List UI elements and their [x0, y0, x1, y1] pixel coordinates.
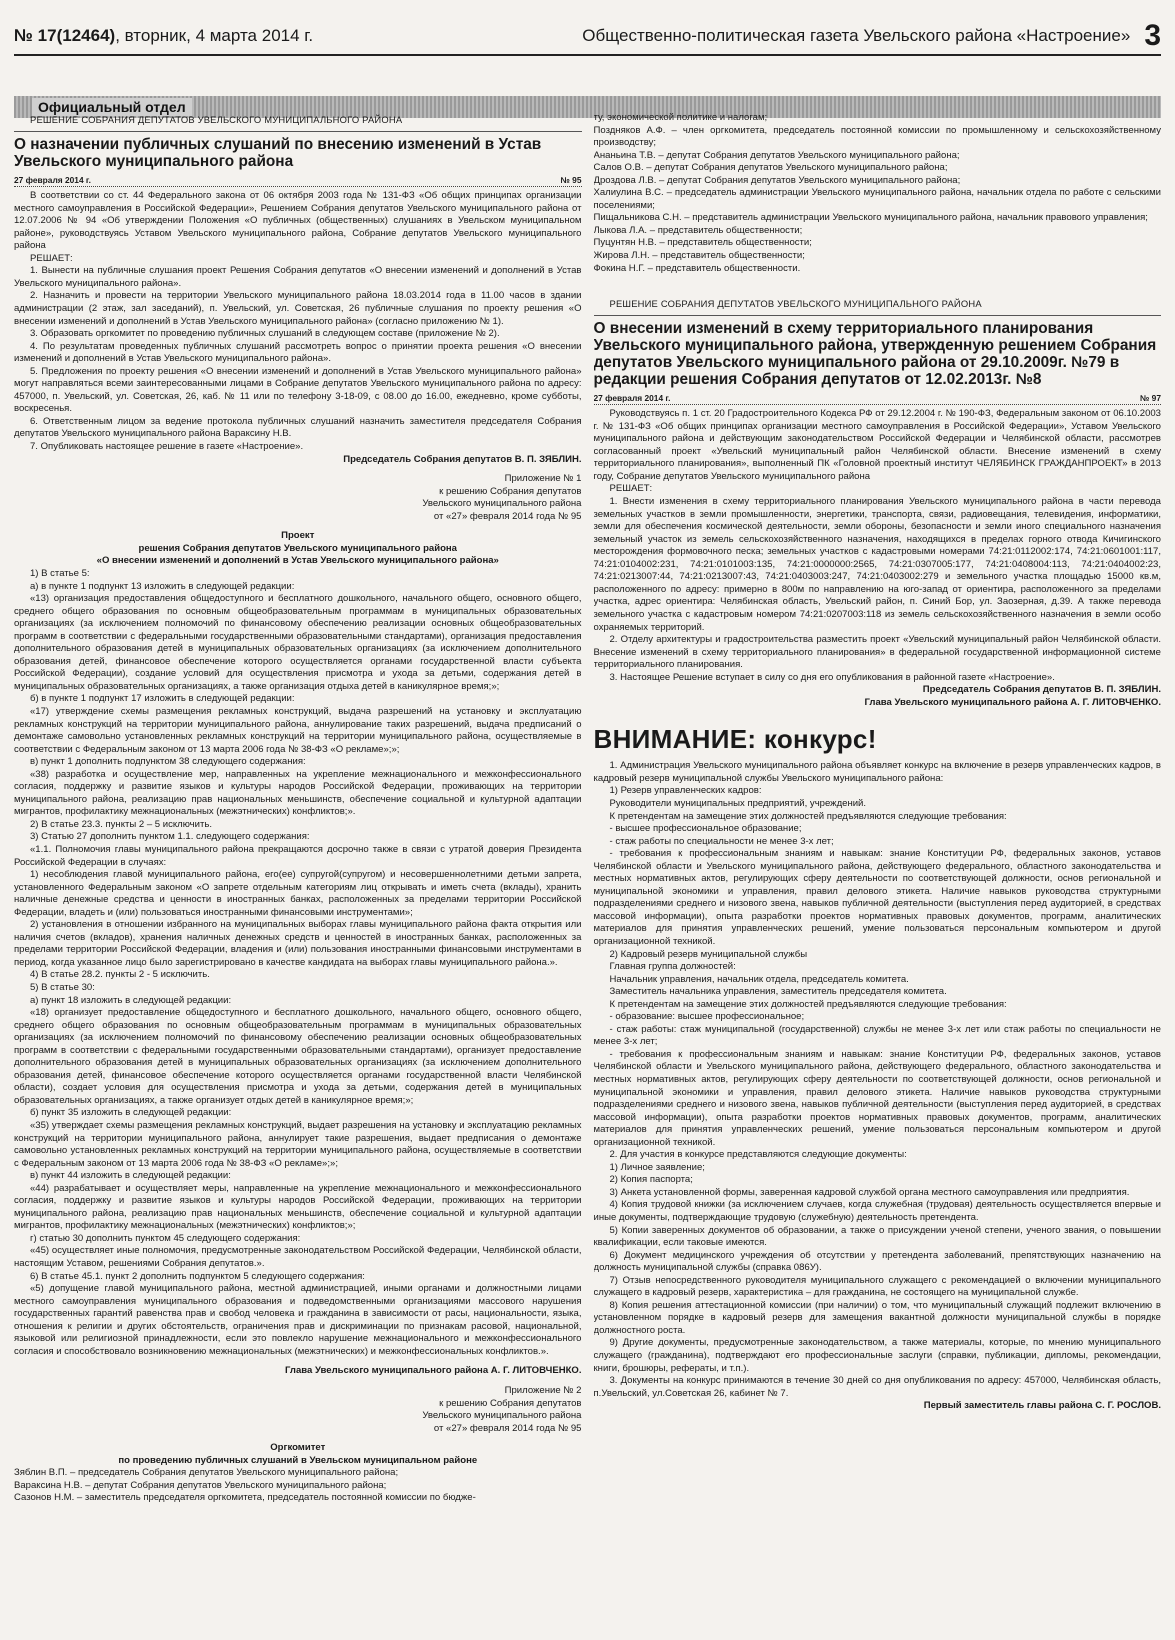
orgcommittee-list-continued — [594, 112, 1162, 275]
paragraph: «17) утверждение схемы размещения рекламных конструкций, выдача разрешений на установку и эксплуатацию рекламных конструкций на территории муниципального района, аннулирование таких разрешений, выдача предписаний о демонтаже самовольно установленных рекламных конструкций на территории муниципального района, осуществляемые в соответствии с Федеральным законом от 13 марта 2006 года № 38-ФЗ «О рекламе»;»; — [14, 705, 582, 755]
paragraph: 2. Назначить и провести на территории Увельского муниципального района 18.03.2014 года в 11.00 часов в здании администрации (2 этаж, зал заседаний), п. Увельский, ул. Советская, 26 публичные слушания по проекту решения «О внесении изменений и дополнений в Устав Увельского муниципального района» (согласно приложению № 1). — [14, 290, 582, 327]
paragraph: «44) разрабатывает и осуществляет меры, направленные на укрепление межнационального и межконфессионального согласия, поддержку и развитие языков и культуры народов Российской Федерации, проживающих на территории муниципального района, реализацию прав национальных меньшинств, обеспечение социальной и культурной адаптации мигрантов, профилактику межнациональных (межэтнических) конфликтов;»; — [14, 1182, 582, 1232]
appendix-1-header — [14, 473, 582, 523]
decision-date-2: 27 февраля 2014 г. — [593, 392, 671, 403]
paragraph: 3) Статью 27 дополнить пунктом 1.1. следующего содержания: — [30, 831, 310, 843]
signature-1: Председатель Собрания депутатов В. П. ЗЯБЛИН. — [343, 453, 582, 465]
paragraph: 1. Внести изменения в схему территориального планирования Увельского муниципального района в части перевода земельных участков в земли промышленности, энергетики, транспорта, связи, радиовещания, телевидения, информатики, земли для обеспечения космической деятельности, земли обороны, безопасности и земли иного специального назначения земельный участок из земель сельскохозяйственного назначения, находящихся в пределах горного отвода Кичигинского месторождения формовочного песка; земельных участков с кадастровыми номерами 74:21:0112002:174, 74:21:0601001:117, 74:21:0104002:231, 74:21:0101003:135, 74:21:0000000:2565, 74:21:0307005:177, 74:21:0408004:113, 74:21:0404002:23, 74:21:0213007:44, 74:21:0213007:43, 74:21:0403003:247, 74:21:0403002:279 и земельного участка площадью 15000 кв.м, расположенного по адресу: примерно в 800м по направлению на юго-запад от ориентира, расположенного за пределами участка, адрес ориентира: Челябинская область, Увельский район, п. Синий Бор, ул. Заозерная, д.39. А также перевода земельного участка с кадастровым номером 74:21:0207003:118 из земель сельскохозяйственного назначения в земли особо охраняемых территорий. — [593, 496, 1161, 633]
paragraph: «1.1. Полномочия главы муниципального района прекращаются досрочно также в связи с утратой доверия Президента Российской Федерации в случаях: — [14, 843, 582, 868]
appendix-line: к решению Собрания депутатов — [439, 1397, 582, 1409]
issue-number: № 17(12464) — [14, 26, 116, 45]
signature-4: Первый заместитель главы района С. Г. РОСЛОВ. — [923, 1400, 1161, 1412]
paragraph: - требования к профессиональным знаниям и навыкам: знание Конституции РФ, федеральных законов, уставов Челябинской области и Увельского муниципального района, действующего федерального, областного законодательства и местных нормативных актов, регулирующих сферу деятельности по соответствующей должности, основ региональной и муниципальной экономики и управления, правил делового этикета. Наличие навыков руководства структурными подразделениями среднего и низового звена, навыков публичной деятельности (выступления перед аудиторией, в средствах массовой информации), опыта разработки проектов нормативных правовых документов, программ, аналитических материалов для принятия управленческих решений, умение пользоваться персональным компьютером и другой организационной техникой. — [593, 1048, 1161, 1148]
org-title-line: по проведению публичных слушаний в Увельском муниципальном районе — [118, 1454, 478, 1466]
paragraph: «13) организация предоставления общедоступного и бесплатного дошкольного, начального общего, основного общего, среднего общего образования по основным общеобразовательным программам в муниципальных образовательных организациях (за исключением полномочий по финансовому обеспечению реализации основных общеобразовательных программ в соответствии с федеральными государственными образовательными стандартами), организация предоставления дополнительного образования детей в муниципальных образовательных организациях (за исключением дополнительного образования детей, финансовое обеспечение которого осуществляется органами государственной власти субъекта Российской Федерации), создание условий для осуществления присмотра и ухода за детьми, содержания детей в муниципальных образовательных организациях, а также организация отдыха детей в каникулярное время;»; — [14, 593, 582, 692]
section-title: Официальный отдел — [32, 98, 192, 116]
paragraph: 4) Копия трудовой книжки (за исключением случаев, когда служебная (трудовая) деятельность осуществляется впервые и иные документы, подтверждающие трудовую (служебную) деятельность претендента. — [593, 1199, 1161, 1224]
contest-body — [594, 760, 1162, 1400]
paragraph: 9) Другие документы, предусмотренные законодательством, а также материалы, которые, по мнению муниципального служащего (гражданина), подтверждают его профессиональные заслуги (справки, публикации, дипломы, рекомендации, книги, брошюры, рефераты, и т.п.). — [593, 1337, 1161, 1374]
list-item: Лыкова Л.А. – представитель общественности; — [593, 224, 803, 236]
paragraph: «5) допущение главой муниципального района, местной администрацией, иными органами и должностными лицами местного самоуправления муниципального образования и подведомственными организациями массового нарушения государственных гарантий равенства прав и свобод человека и гражданина в зависимости от расы, национальности, языка, отношения к религии и других обстоятельств, ограничения прав и дискриминации по признакам расовой, национальной, языковой или религиозной принадлежности, если это повлекло нарушение межнационального и межконфессионального согласия и способствовало возникновению межнациональных (межэтнических) и межконфессиональных конфликтов.». — [14, 1283, 582, 1357]
decision-body-2 — [594, 408, 1162, 684]
project-body — [14, 568, 582, 1358]
paragraph: 1) несоблюдения главой муниципального района, его(ее) супругой(супругом) и несовершеннолетними детьми запрета, установленного Федеральным законом «О запрете отдельным категориям лиц открывать и иметь счета (вклады), хранить наличные денежные средства и ценности в иностранных банках, расположенных за пределами территории Российской Федерации, владеть и (или) пользоваться иностранными финансовыми инструментами»; — [14, 869, 582, 918]
paragraph: 3) Анкета установленной формы, заверенная кадровой службой органа местного самоуправления или предприятия. — [609, 1186, 1130, 1198]
paragraph: 1) Личное заявление; — [609, 1161, 705, 1173]
paragraph: - стаж работы: стаж муниципальной (государственной) службы не менее 3-х лет или стаж работы по специальности не менее 3-х лет; — [593, 1023, 1161, 1048]
paragraph: 6. Ответственным лицом за ведение протокола публичных слушаний назначить заместителя председателя Собрания депутатов Увельского муниципального района Варaксину Н.В. — [14, 415, 582, 440]
dateline-1 — [14, 174, 582, 188]
signature-3b: Глава Увельского муниципального района А. Г. ЛИТОВЧЕНКО. — [864, 696, 1161, 708]
paragraph: 5. Предложения по проекту решения «О внесении изменений и дополнений в Устав Увельского муниципального района» могут направляться всеми заинтересованными лицами в Собрание депутатов Увельского муниципального района по адресу: 457000, п. Увельский, ул. Советская, 26, каб. № 11 или по телефону 3-18-09, с 08.00 до 16.00, ежедневно, кроме субботы, воскресенья. — [14, 365, 582, 415]
paragraph: «45) осуществляет иные полномочия, предусмотренные законодательством Российской Федерации, Челябинской области, настоящим Уставом, решениями Собрания депутатов.». — [14, 1245, 582, 1270]
headline-2: О внесении изменений в схему территориального планирования Увельского муниципального района, утвержденную решением Собрания депутатов Увельского муниципального района от 29.10.2009г. №79 в редакции решения Собрания депутатов от 12.02.2013г. №8 — [593, 319, 1157, 388]
orgcommittee-title — [14, 1442, 582, 1467]
header-right — [582, 19, 1161, 53]
paragraph: 6) Документ медицинского учреждения об отсутствии у претендента заболеваний, препятствующих назначению на должность муниципальной службы (справка 086У). — [593, 1249, 1161, 1274]
decision-kicker-2: РЕШЕНИЕ СОБРАНИЯ ДЕПУТАТОВ УВЕЛЬСКОГО МУНИЦИПАЛЬНОГО РАЙОНА — [609, 298, 982, 310]
paragraph: - стаж работы по специальности не менее 3-х лет; — [609, 835, 834, 847]
decision-number-1: № 95 — [560, 174, 582, 185]
paragraph: 4) В статье 28.2. пункты 2 - 5 исключить. — [30, 969, 210, 981]
paragraph: 7. Опубликовать настоящее решение в газете «Настроение». — [30, 441, 304, 453]
appendix-line: от «27» февраля 2014 года № 95 — [433, 510, 582, 522]
paragraph: 6) В статье 45.1. пункт 2 дополнить подпунктом 5 следующего содержания: — [30, 1270, 365, 1282]
paragraph: 1. Вынести на публичные слушания проект Решения Собрания депутатов «О внесении изменений и дополнений в Устав Увельского муниципального района». — [14, 265, 582, 289]
decision-date-1: 27 февраля 2014 г. — [14, 174, 91, 185]
decision-number-2: № 97 — [1140, 392, 1161, 403]
signature-3a: Председатель Собрания депутатов В. П. ЗЯБЛИН. — [922, 684, 1161, 696]
project-title-line: Проект — [281, 530, 315, 542]
paragraph: 2) Копия паспорта; — [609, 1174, 693, 1186]
columns — [14, 112, 1161, 1634]
divider — [594, 315, 1162, 316]
paragraph: 5) Копии заверенных документов об образовании, а также о присуждении ученой степени, ученого звания, о повышении квалификации, если таковые имеются. — [593, 1224, 1161, 1249]
paragraph: 2. Для участия в конкурсе представляются следующие документы: — [609, 1149, 907, 1161]
paragraph: а) в пункте 1 подпункт 13 изложить в следующей редакции: — [30, 580, 295, 592]
paragraph: 2) В статье 23.3. пункты 2 – 5 исключить. — [30, 818, 212, 830]
paragraph: 3. Настоящее Решение вступает в силу со дня его опубликования в районной газете «Настроение». — [609, 671, 1055, 683]
paragraph: 4. По результатам проведенных публичных слушаний рассмотреть вопрос о принятии проекта решения «О внесении изменений и дополнений в Устав Увельского муниципального района». — [14, 340, 582, 365]
paragraph: К претендентам на замещение этих должностей предъявляются следующие требования: — [609, 998, 1007, 1010]
paragraph: б) пункт 35 изложить в следующей редакции: — [30, 1107, 232, 1119]
appendix-line: от «27» февраля 2014 года № 95 — [433, 1422, 582, 1434]
list-item: ту, экономической политике и налогам; — [593, 112, 768, 123]
paragraph: Руководители муниципальных предприятий, учреждений. — [609, 797, 867, 809]
paragraph: «18) организует предоставление общедоступного и бесплатного дошкольного, начального общего, основного общего, среднего общего образования по основным общеобразовательным программам в муниципальных образовательных организациях (за исключением полномочий по финансовому обеспечению реализации основных общеобразовательных программ в соответствии с федеральными государственными образовательными стандартами), организует предоставление дополнительного образования детей в муниципальных образовательных организациях (за исключением дополнительного образования детей, финансовое обеспечение которого осуществляется органами государственной власти Челябинской области), создает условия для осуществления присмотра и ухода за детьми, содержания детей в муниципальных образовательных организациях, а также организует отдых детей в каникулярное время;»; — [14, 1007, 582, 1106]
list-item: Халиулина В.С. – председатель администрации Увельского муниципального района, начальник отдела по работе с сельскими поселениями; — [593, 187, 1161, 211]
appendix-line: к решению Собрания депутатов — [439, 485, 582, 497]
list-item: Ананьина Т.В. – депутат Собрания депутатов Увельского муниципального района; — [593, 149, 960, 161]
left-column — [14, 112, 582, 1634]
paragraph: Руководствуясь п. 1 ст. 20 Градостроительного Кодекса РФ от 29.12.2004 г. № 190-ФЗ, Федеральным законом от 06.10.2003 г. № 131-ФЗ «Об общих принципах организации местного самоуправления в Российской Федерации», Уставом Увельского муниципального района и действующим законодательством Российской Федерации и Челябинской области, рассмотрев согласованный проект «Увельский муниципальный район Челябинской области. Внесение изменений в схему территориального планирования», выполненный ПК «Головной проектный институт ЧЕЛЯБИНСК ГРАЖДАНПРОЕКТ» в 2013 году, Собрание депутатов Увельского муниципального района — [593, 408, 1161, 482]
list-item: Пищальникова С.Н. – представитель администрации Увельского муниципального района, начальник правового управления; — [593, 212, 1148, 224]
appendix-line: Увельского муниципального района — [422, 498, 582, 510]
paragraph: 5) В статье 30: — [30, 982, 95, 993]
paragraph: - требования к профессиональным знаниям и навыкам: знание Конституции РФ, федеральных законов, уставов Челябинской области и Увельского муниципального района, действующего федерального, областного законодательства и местных нормативных актов, регулирующих сферу деятельности по соответствующей должности, основ региональной и муниципальной экономики и управления, правил делового этикета. Наличие навыков руководства структурными подразделениями среднего и низового звена, навыков публичной деятельности (выступления перед аудиторией, в средствах массовой информации), опыта разработки проектов нормативных правовых документов, программ, аналитических материалов для принятия управленческих решений, умение пользоваться персональным компьютером и другой организационной техникой. — [593, 848, 1161, 947]
contest-headline: ВНИМАНИЕ: конкурс! — [593, 724, 877, 755]
paragraph: 7) Отзыв непосредственного руководителя муниципального служащего с рекомендацией о включении муниципального служащего в кадровый резерв, характеристика – для гражданина, не состоящего на муниципальной службе. — [593, 1274, 1161, 1299]
appendix-line: Увельского муниципального района — [422, 1410, 582, 1422]
divider — [14, 131, 582, 132]
list-item: Варaксина Н.В. – депутат Собрания депутатов Увельского муниципального района; — [14, 1479, 387, 1491]
paragraph: а) пункт 18 изложить в следующей редакции: — [30, 994, 232, 1006]
list-item: Зяблин В.П. – председатель Собрания депутатов Увельского муниципального района; — [14, 1467, 399, 1479]
paragraph: Главная группа должностей: — [609, 961, 736, 973]
project-title-line: «О внесении изменений и дополнений в Устав Увельского муниципального района» — [96, 555, 499, 567]
list-item: Сазонов Н.М. – заместитель председателя оргкомитета, председатель постоянной комиссии по бюдже- — [14, 1492, 476, 1504]
paragraph: РЕШАЕТ: — [30, 252, 73, 264]
paragraph: 8) Копия решения аттестационной комиссии (при наличии) о том, что муниципальный служащий подлежит включению в установленном порядке в кадровый резерв для замещения вакантной должности муниципальной службы в порядке должностного роста. — [593, 1299, 1161, 1336]
headline-1: О назначении публичных слушаний по внесению изменений в Устав Увельского муниципального района — [14, 135, 542, 170]
project-title — [14, 530, 582, 568]
paragraph: 2. Отделу архитектуры и градостроительства разместить проект «Увельский муниципальный район Челябинской области. Внесение изменений в схему территориального планирования» в федеральной государственной информационной системе территориального планирования. — [593, 634, 1161, 671]
orgcommittee-list — [14, 1467, 582, 1505]
list-item: Жирова Л.Н. – представитель общественности; — [593, 250, 805, 262]
issue-info — [14, 26, 313, 46]
paragraph: 1) В статье 5: — [30, 567, 90, 579]
appendix-2-header — [14, 1385, 582, 1435]
paragraph: РЕШАЕТ: — [609, 483, 653, 495]
paragraph: г) статью 30 дополнить пунктом 45 следующего содержания: — [30, 1232, 301, 1244]
paragraph: «38) разработка и осуществление мер, направленных на укрепление межнационального и межконфессионального согласия, поддержку и развитие языков и культуры народов Российской Федерации, проживающих на территории муниципального района, реализацию прав национальных меньшинств, обеспечение социальной и культурной адаптации мигрантов, профилактику межнациональных (межэтнических) конфликтов;». — [14, 768, 582, 818]
paragraph: в) пункт 1 дополнить подпунктом 38 следующего содержания: — [30, 756, 306, 768]
decision-kicker-1: РЕШЕНИЕ СОБРАНИЯ ДЕПУТАТОВ УВЕЛЬСКОГО МУНИЦИПАЛЬНОГО РАЙОНА — [30, 114, 403, 125]
paragraph: - образование: высшее профессиональное; — [609, 1011, 805, 1023]
signature-2: Глава Увельского муниципального района А. Г. ЛИТОВЧЕНКО. — [284, 1365, 582, 1377]
paragraph: 2) Кадровый резерв муниципальной службы — [609, 948, 808, 960]
right-column — [594, 112, 1162, 1634]
paragraph: 3. Образовать оргкомитет по проведению публичных слушаний в следующем составе (приложение № 2). — [30, 328, 500, 340]
list-item: Поздняков А.Ф. – член оргкомитета, председатель постоянной комиссии по промышленному и сельскохозяйственному производству; — [593, 124, 1161, 149]
list-item: Салов О.В. – депутат Собрания депутатов Увельского муниципального района; — [593, 162, 948, 174]
appendix-line: Приложение № 1 — [504, 473, 582, 485]
paragraph: Заместитель начальника управления, заместитель председателя комитета. — [609, 986, 947, 998]
list-item: Дроздова Л.В. – депутат Собрания депутатов Увельского муниципального района; — [593, 174, 961, 186]
paragraph: В соответствии со ст. 44 Федерального закона от 06 октября 2003 года № 131-ФЗ «Об общих принципах организации местного самоуправления в Российской Федерации», Решением Собрания депутатов Увельского муниципального района от 12.07.2006 № 94 «Об утверждении Положения «О публичных (общественных) слушаниях в Увельском муниципальном районе», руководствуясь Уставом Увельского муниципального района, Собрание депутатов Увельского муниципального района — [14, 190, 582, 252]
paragraph: 2) установления в отношении избранного на муниципальных выборах главы муниципального района факта открытия или наличия счетов (вкладов), хранения наличных денежных средств и ценностей в иностранных банках, расположенных за пределами территории Российской Федерации, владения и (или) пользования иностранными финансовыми инструментами в период, когда указанное лицо было зарегистрировано в качестве кандидата на выборах главы муниципального района.». — [14, 919, 582, 968]
list-item: Фокина Н.Г. – представитель общественности. — [593, 262, 801, 274]
paragraph: Начальник управления, начальник отдела, председатель комитета. — [609, 973, 909, 985]
paragraph: б) в пункте 1 подпункт 17 изложить в следующей редакции: — [30, 693, 295, 705]
paragraph: 1. Администрация Увельского муниципального района объявляет конкурс на включение в резерв управленческих кадров, в кадровый резерв муниципальной службы Увельского муниципального района: — [593, 760, 1161, 784]
list-item: Пуцунтян Н.В. – представитель общественности; — [593, 237, 812, 249]
issue-date: , вторник, 4 марта 2014 г. — [115, 26, 314, 45]
newspaper-name: Общественно-политическая газета Увельского района «Настроение» — [582, 26, 1131, 45]
paragraph: 1) Резерв управленческих кадров: — [609, 785, 762, 797]
paragraph: «35) утверждает схемы размещения рекламных конструкций, выдает разрешения на установку и эксплуатацию рекламных конструкций на территории муниципального района, аннулирует такие разрешения, выдает предписания о демонтаже самовольно установленных рекламных конструкций на территории муниципального района, осуществляемые в соответствии с Федеральным законом от 13 марта 2006 года № 38-ФЗ «О рекламе»;»; — [14, 1120, 582, 1169]
decision-body-1 — [14, 190, 582, 453]
paragraph: К претендентам на замещение этих должностей предъявляются следующие требования: — [609, 810, 1007, 822]
page-header — [14, 18, 1161, 56]
paragraph: в) пункт 44 изложить в следующей редакции: — [30, 1170, 231, 1182]
appendix-line: Приложение № 2 — [504, 1384, 582, 1396]
dateline-2 — [594, 392, 1162, 406]
page-number: 3 — [1144, 19, 1161, 52]
paragraph: 3. Документы на конкурс принимаются в течение 30 дней со дня опубликования по адресу: 457000, Челябинская область, п.Увельский, ул.Советская 26, кабинет № 7. — [593, 1375, 1161, 1399]
paragraph: - высшее профессиональное образование; — [609, 823, 802, 835]
project-title-line: решения Собрания депутатов Увельского муниципального района — [138, 542, 457, 554]
org-title-line: Оргкомитет — [270, 1442, 326, 1454]
